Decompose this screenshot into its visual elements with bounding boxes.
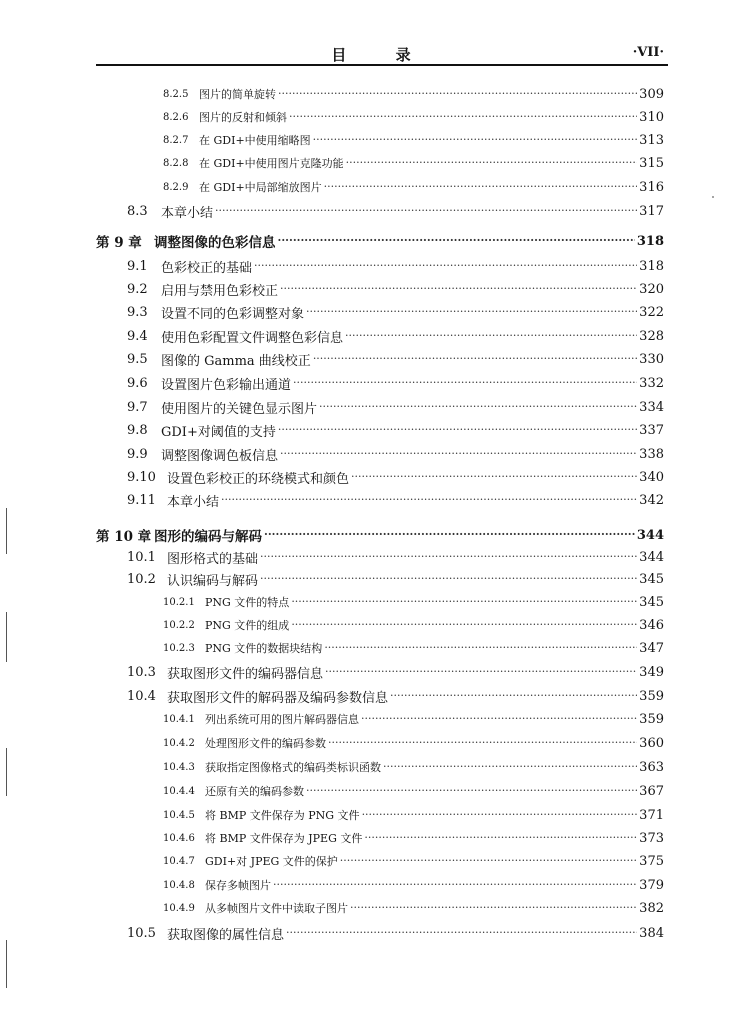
toc-entry-number: 10.4.7 (163, 855, 195, 867)
dot-leader (340, 854, 637, 868)
dot-leader (306, 784, 637, 798)
toc-entry-title: 获取指定图像格式的编码类标识函数 (205, 761, 381, 774)
toc-entry-title: 设置不同的色彩调整对象 (161, 306, 305, 322)
toc-entry-number: 8.2.9 (163, 181, 189, 193)
dot-leader (291, 595, 637, 609)
toc-entry-page: 337 (639, 422, 664, 438)
toc-entry-title: 保存多帧图片 (205, 879, 271, 892)
page-number: ·VII· (632, 45, 664, 60)
toc-entry-title: 将 BMP 文件保存为 PNG 文件 (205, 809, 360, 822)
toc-entry-page: 345 (639, 594, 664, 610)
toc-entry-title: 图形格式的基础 (167, 551, 259, 567)
toc-entry-page: 340 (639, 469, 664, 485)
toc-entry-number: 9.8 (127, 422, 148, 438)
scan-speck (712, 196, 714, 198)
toc-entry-page: 345 (639, 571, 664, 587)
toc-entry-title: GDI+对阈值的支持 (161, 424, 276, 440)
toc-entry-section[interactable] (127, 325, 664, 347)
toc-entry-page: 344 (636, 527, 664, 543)
dot-leader (280, 447, 637, 461)
toc-entry-page: 316 (639, 179, 664, 195)
toc-entry-number: 10.3 (127, 664, 156, 680)
toc-entry-number: 8.2.5 (163, 88, 189, 100)
toc-entry-number: 第 9 章 (96, 235, 142, 251)
toc-entry-sub[interactable] (163, 708, 664, 730)
toc-entry-sub[interactable] (163, 637, 664, 659)
toc-entry-page: 346 (639, 617, 664, 633)
toc-entry-page: 373 (639, 830, 664, 846)
toc-entry-number: 10.2.3 (163, 642, 195, 654)
toc-entry-section[interactable] (127, 489, 664, 511)
page-title: 目 录 (331, 46, 433, 64)
toc-entry-title: 获取图形文件的编码器信息 (167, 666, 324, 682)
toc-entry-number: 9.10 (127, 469, 156, 485)
toc-entry-section[interactable] (127, 685, 664, 707)
toc-entry-number: 10.4.8 (163, 879, 195, 891)
toc-entry-number: 8.2.6 (163, 111, 189, 123)
toc-entry-page: 320 (639, 281, 664, 297)
dot-leader (361, 712, 637, 726)
dot-leader (313, 352, 637, 366)
toc-entry-page: 371 (639, 807, 664, 823)
toc-entry-page: 363 (639, 759, 664, 775)
toc-entry-chapter[interactable] (96, 524, 664, 546)
toc-entry-sub[interactable] (163, 827, 664, 849)
toc-entry-chapter[interactable] (96, 230, 664, 252)
toc-entry-sub[interactable] (163, 152, 664, 174)
dot-leader (306, 305, 637, 319)
toc-entry-sub[interactable] (163, 176, 664, 198)
toc-entry-title: 获取图形文件的解码器及编码参数信息 (167, 690, 389, 706)
toc-entry-title: 还原有关的编码参数 (205, 785, 304, 798)
toc-entry-page: 332 (639, 375, 664, 391)
toc-entry-number: 8.2.7 (163, 134, 189, 146)
dot-leader (264, 528, 635, 542)
dot-leader (319, 400, 637, 414)
toc-entry-number: 9.4 (127, 328, 148, 344)
toc-entry-page: 310 (639, 109, 664, 125)
toc-entry-title: PNG 文件的特点 (205, 596, 290, 609)
scan-artifact (6, 612, 7, 662)
toc-entry-number: 10.2.1 (163, 596, 195, 608)
toc-entry-section[interactable] (127, 922, 664, 944)
toc-entry-sub[interactable] (163, 614, 664, 636)
dot-leader (260, 572, 637, 586)
toc-entry-sub[interactable] (163, 874, 664, 896)
toc-entry-number: 10.4.2 (163, 737, 195, 749)
toc-entry-number: 10.4.4 (163, 785, 195, 797)
toc-entry-page: 309 (639, 86, 664, 102)
toc-entry-page: 318 (636, 233, 664, 249)
dot-leader (291, 618, 637, 632)
dot-leader (215, 204, 637, 218)
dot-leader (324, 641, 637, 655)
dot-leader (362, 808, 638, 822)
toc-entry-page: 344 (639, 549, 664, 565)
toc-entry-title: 在 GDI+中使用图片克隆功能 (199, 157, 344, 170)
toc-entry-title: 在 GDI+中局部缩放图片 (199, 181, 322, 194)
toc-entry-number: 10.5 (127, 925, 156, 941)
toc-entry-section[interactable] (127, 546, 664, 568)
toc-entry-title: 使用图片的关键色显示图片 (161, 401, 318, 417)
toc-entry-page: 317 (639, 203, 664, 219)
toc-entry-sub[interactable] (163, 897, 664, 919)
toc-entry-section[interactable] (127, 466, 664, 488)
toc-entry-title: 使用色彩配置文件调整色彩信息 (161, 330, 344, 346)
toc-entry-page: 334 (639, 399, 664, 415)
dot-leader (254, 259, 637, 273)
toc-entry-title: 调整图像的色彩信息 (154, 235, 276, 251)
toc-entry-number: 9.1 (127, 258, 148, 274)
toc-entry-title: 认识编码与解码 (167, 573, 259, 589)
toc-entry-section[interactable] (127, 301, 664, 323)
toc-entry-page: 322 (639, 304, 664, 320)
toc-entry-title: 本章小结 (167, 494, 220, 510)
toc-entry-section[interactable] (127, 372, 664, 394)
toc-entry-page: 379 (639, 877, 664, 893)
toc-entry-number: 10.4.1 (163, 713, 195, 725)
toc-entry-title: 图片的简单旋转 (199, 88, 276, 101)
dot-leader (346, 156, 638, 170)
toc-entry-page: 318 (639, 258, 664, 274)
dot-leader (328, 736, 637, 750)
toc-entry-number: 8.2.8 (163, 157, 189, 169)
header-rule (96, 64, 668, 66)
toc-entry-title: GDI+对 JPEG 文件的保护 (205, 855, 338, 868)
toc-entry-title: 在 GDI+中使用缩略图 (199, 134, 311, 147)
toc-entry-page: 384 (639, 925, 664, 941)
dot-leader (293, 376, 637, 390)
toc-entry-section[interactable] (127, 348, 664, 370)
dot-leader (286, 926, 637, 940)
scan-artifact (6, 940, 7, 988)
toc-entry-title: 设置色彩校正的环绕模式和颜色 (167, 471, 350, 487)
toc-entry-number: 9.3 (127, 304, 148, 320)
toc-entry-page: 347 (639, 640, 664, 656)
toc-entry-number: 9.11 (127, 492, 156, 508)
toc-entry-title: 启用与禁用色彩校正 (161, 283, 279, 299)
toc-entry-title: 处理图形文件的编码参数 (205, 737, 326, 750)
toc-entry-number: 8.3 (127, 203, 148, 219)
toc-entry-section[interactable] (127, 200, 664, 222)
toc-entry-page: 349 (639, 664, 664, 680)
dot-leader (364, 831, 637, 845)
dot-leader (325, 665, 637, 679)
toc-entry-title: 图形的编码与解码 (154, 529, 262, 545)
toc-entry-page: 375 (639, 853, 664, 869)
dot-leader (350, 901, 637, 915)
dot-leader (324, 180, 638, 194)
dot-leader (313, 133, 638, 147)
toc-entry-page: 382 (639, 900, 664, 916)
toc-entry-page: 367 (639, 783, 664, 799)
toc-entry-sub[interactable] (163, 804, 664, 826)
dot-leader (383, 760, 637, 774)
toc-entry-page: 330 (639, 351, 664, 367)
toc-entry-title: 调整图像调色板信息 (161, 448, 279, 464)
toc-entry-title: PNG 文件的数据块结构 (205, 642, 323, 655)
dot-leader (278, 87, 637, 101)
scan-artifact (6, 508, 7, 554)
dot-leader (278, 234, 635, 248)
toc-entry-sub[interactable] (163, 756, 664, 778)
toc-entry-page: 315 (639, 155, 664, 171)
toc-entry-title: 图片的反射和倾斜 (199, 111, 287, 124)
toc-entry-title: 将 BMP 文件保存为 JPEG 文件 (205, 832, 363, 845)
dot-leader (260, 550, 637, 564)
dot-leader (390, 689, 637, 703)
toc-entry-section[interactable] (127, 661, 664, 683)
page-header (96, 44, 668, 64)
toc-entry-number: 10.4 (127, 688, 156, 704)
dot-leader (280, 282, 637, 296)
toc-entry-sub[interactable] (163, 732, 664, 754)
toc-entry-title: 图像的 Gamma 曲线校正 (161, 353, 311, 369)
toc-entry-section[interactable] (127, 419, 664, 441)
toc-entry-number: 10.1 (127, 549, 156, 565)
toc-entry-section[interactable] (127, 278, 664, 300)
toc-entry-title: 获取图像的属性信息 (167, 927, 285, 943)
toc-entry-sub[interactable] (163, 780, 664, 802)
toc-entry-sub[interactable] (163, 591, 664, 613)
toc-entry-page: 338 (639, 446, 664, 462)
dot-leader (351, 470, 637, 484)
toc-entry-sub[interactable] (163, 106, 664, 128)
toc-entry-number: 9.7 (127, 399, 148, 415)
toc-entry-page: 313 (639, 132, 664, 148)
toc-entry-number: 9.2 (127, 281, 148, 297)
toc-entry-title: 色彩校正的基础 (161, 260, 253, 276)
toc-entry-page: 359 (639, 711, 664, 727)
dot-leader (289, 110, 637, 124)
toc-entry-section[interactable] (127, 568, 664, 590)
toc-entry-number: 10.4.9 (163, 902, 195, 914)
toc-entry-sub[interactable] (163, 83, 664, 105)
toc-entry-number: 9.5 (127, 351, 148, 367)
toc-entry-page: 360 (639, 735, 664, 751)
toc-entry-number: 10.4.3 (163, 761, 195, 773)
toc-entry-number: 10.4.6 (163, 832, 195, 844)
toc-entry-title: 设置图片色彩输出通道 (161, 377, 292, 393)
toc-entry-title: PNG 文件的组成 (205, 619, 290, 632)
toc-entry-number: 第 10 章 (96, 529, 152, 545)
toc-entry-title: 列出系统可用的图片解码器信息 (205, 713, 359, 726)
dot-leader (221, 493, 637, 507)
toc-entry-sub[interactable] (163, 850, 664, 872)
toc-entry-number: 10.4.5 (163, 809, 195, 821)
toc-entry-title: 本章小结 (161, 205, 214, 221)
toc-entry-page: 328 (639, 328, 664, 344)
toc-entry-number: 9.9 (127, 446, 148, 462)
dot-leader (345, 329, 637, 343)
scan-artifact (6, 748, 7, 796)
toc-entry-page: 342 (639, 492, 664, 508)
toc-entry-number: 9.6 (127, 375, 148, 391)
toc-entry-number: 10.2 (127, 571, 156, 587)
toc-entry-section[interactable] (127, 396, 664, 418)
dot-leader (278, 423, 637, 437)
dot-leader (273, 878, 637, 892)
toc-entry-section[interactable] (127, 443, 664, 465)
toc-entry-title: 从多帧图片文件中读取子图片 (205, 902, 348, 915)
toc-entry-sub[interactable] (163, 129, 664, 151)
toc-entry-page: 359 (639, 688, 664, 704)
toc-entry-section[interactable] (127, 255, 664, 277)
toc-entry-number: 10.2.2 (163, 619, 195, 631)
